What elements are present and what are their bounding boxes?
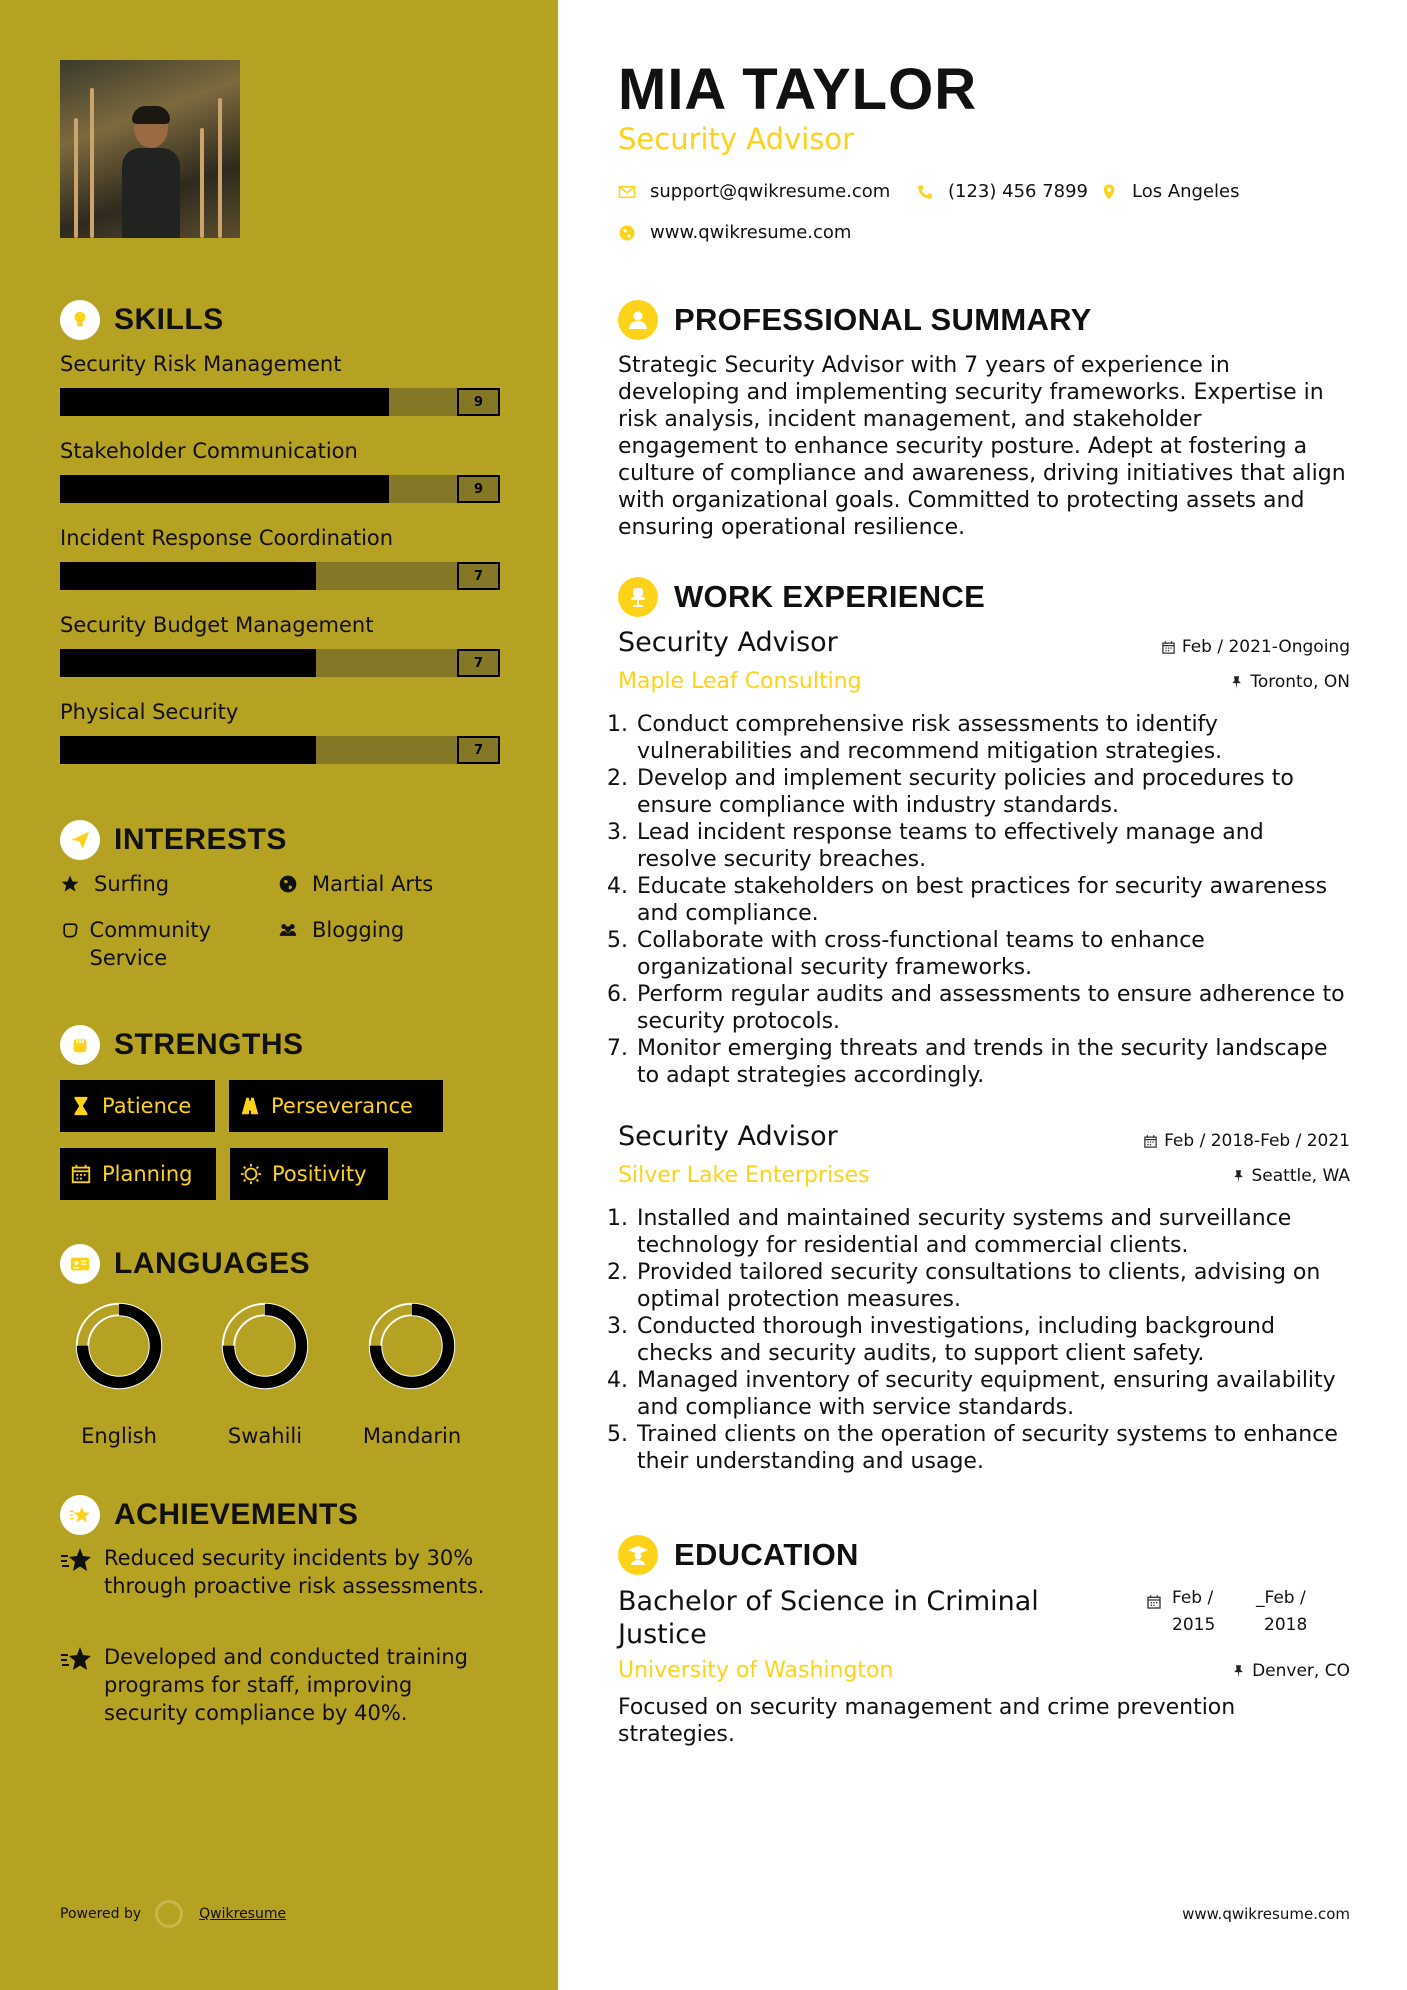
map-pin-icon	[1100, 183, 1118, 201]
skill-bar	[60, 649, 500, 677]
calendar-icon	[1161, 640, 1176, 655]
skill-score: 7	[457, 736, 500, 764]
qwikresume-logo-icon	[155, 1900, 183, 1928]
education-heading: EDUCATION	[618, 1535, 859, 1575]
strength-badge: Positivity	[230, 1148, 388, 1200]
calendar-icon	[1146, 1594, 1162, 1610]
education-start-date: Feb / 2015	[1172, 1588, 1216, 1635]
strength-badge: Perseverance	[229, 1080, 443, 1132]
powered-by: Powered by Qwikresume	[60, 1900, 286, 1928]
language-item: Swahili	[200, 1298, 330, 1448]
language-item: English	[54, 1298, 184, 1448]
skill-bar	[60, 388, 500, 416]
footer-url[interactable]: www.qwikresume.com	[1182, 1905, 1350, 1923]
shooting-star-icon	[60, 1643, 104, 1727]
pushpin-icon	[1229, 675, 1244, 690]
location-contact: Los Angeles	[1100, 181, 1240, 202]
achievements-heading: ACHIEVEMENTS	[60, 1495, 358, 1535]
job-location: Seattle, WA	[1231, 1166, 1351, 1186]
job-title: Security Advisor	[618, 1121, 838, 1152]
skill-bar-fill	[60, 475, 389, 503]
fist-icon	[60, 1025, 100, 1065]
interest-item: Surfing	[60, 870, 169, 898]
phone-contact: (123) 456 7899	[916, 181, 1088, 202]
email-contact[interactable]: support@qwikresume.com	[618, 181, 890, 202]
summary-heading: PROFESSIONAL SUMMARY	[618, 300, 1092, 340]
strength-badge: Planning	[60, 1148, 216, 1200]
list-item: 7. Monitor emerging threats and trends in the security landscape to adapt strategies accordingly.	[635, 1035, 1350, 1089]
list-item: 3. Conducted thorough investigations, including background checks and security audits, to support client safety.	[635, 1313, 1350, 1367]
language-ring	[217, 1298, 313, 1394]
interest-item: Martial Arts	[278, 870, 433, 898]
skill-item: Security Risk Management 9	[60, 352, 500, 416]
calendar-icon	[1143, 1134, 1158, 1149]
list-item: 6. Perform regular audits and assessments to ensure adherence to security protocols.	[635, 981, 1350, 1035]
calendar-icon	[70, 1163, 92, 1185]
skill-bar-fill	[60, 649, 316, 677]
list-item: 1. Installed and maintained security systems and surveillance technology for residential and commercial clients.	[635, 1205, 1350, 1259]
interest-item: Blogging	[278, 916, 404, 944]
hourglass-icon	[70, 1095, 92, 1117]
skill-score: 9	[457, 475, 500, 503]
road-icon	[239, 1095, 261, 1117]
education-location: Denver, CO	[1231, 1661, 1350, 1681]
list-item: 1. Conduct comprehensive risk assessments to identify vulnerabilities and recommend mitigation strategies.	[635, 711, 1350, 765]
skill-bar-fill	[60, 562, 316, 590]
pushpin-icon	[1231, 1169, 1246, 1184]
languages-heading: LANGUAGES	[60, 1244, 310, 1284]
users-icon	[278, 916, 304, 944]
sun-icon	[240, 1163, 262, 1185]
paper-plane-icon	[60, 820, 100, 860]
pushpin-icon	[1231, 1664, 1246, 1679]
list-item: 2. Provided tailored security consultations to clients, advising on optimal protection measures.	[635, 1259, 1350, 1313]
skill-bar	[60, 562, 500, 590]
skill-bar-fill	[60, 388, 389, 416]
globe-icon	[278, 870, 304, 898]
list-item: 4. Educate stakeholders on best practices for security awareness and compliance.	[635, 873, 1350, 927]
candidate-role: Security Advisor	[618, 122, 855, 156]
language-item: Mandarin	[347, 1298, 477, 1448]
sidebar	[0, 0, 558, 1990]
list-item: 4. Managed inventory of security equipment, ensuring availability and compliance with service standards.	[635, 1367, 1350, 1421]
list-item: 3. Lead incident response teams to effectively manage and resolve security breaches.	[635, 819, 1350, 873]
education-description: Focused on security management and crime prevention strategies.	[618, 1695, 1236, 1747]
summary-text: Strategic Security Advisor with 7 years of experience in developing and implementing security frameworks. Expertise in risk analysis, incident management, and stakeholder engagement to enhance security posture. Adept at fostering a culture of compliance and awareness, driving initiatives that align with organizational goals. Committed to protecting assets and ensuring operational resilience.	[618, 353, 1346, 540]
qwikresume-link[interactable]: Qwikresume	[199, 1906, 287, 1922]
skill-score: 7	[457, 562, 500, 590]
skill-score: 9	[457, 388, 500, 416]
candidate-name: MIA TAYLOR	[618, 57, 978, 122]
language-ring	[364, 1298, 460, 1394]
language-ring	[71, 1298, 167, 1394]
user-icon	[618, 300, 658, 340]
id-card-icon	[60, 1244, 100, 1284]
degree-title: Bachelor of Science in Criminal Justice	[618, 1586, 1039, 1650]
achievement-item: Reduced security incidents by 30% through proactive risk assessments.	[60, 1544, 500, 1600]
job-dates: Feb / 2018-Feb / 2021	[1143, 1131, 1350, 1151]
skill-bar	[60, 475, 500, 503]
skills-heading: SKILLS	[60, 300, 224, 340]
globe-icon	[618, 224, 636, 242]
graduate-icon	[618, 1535, 658, 1575]
phone-icon	[916, 183, 934, 201]
website-contact[interactable]: www.qwikresume.com	[618, 222, 851, 243]
lightbulb-icon	[60, 300, 100, 340]
shooting-star-icon	[60, 1544, 104, 1600]
job-dates: Feb / 2021-Ongoing	[1161, 637, 1350, 657]
company-name: Silver Lake Enterprises	[618, 1163, 870, 1188]
star-icon	[60, 870, 86, 898]
education-end-date: _Feb / 2018	[1256, 1588, 1308, 1635]
achievement-item: Developed and conducted training programs for staff, improving security compliance by 40%.	[60, 1643, 500, 1727]
skill-item: Stakeholder Communication 9	[60, 439, 500, 503]
job-duties	[610, 711, 1350, 1089]
shooting-star-icon	[60, 1495, 100, 1535]
company-name: Maple Leaf Consulting	[618, 669, 862, 694]
skill-item: Incident Response Coordination 7	[60, 526, 500, 590]
skill-item: Security Budget Management 7	[60, 613, 500, 677]
skill-item: Physical Security 7	[60, 700, 500, 764]
job-title: Security Advisor	[618, 627, 838, 658]
school-name: University of Washington	[618, 1658, 894, 1683]
skill-score: 7	[457, 649, 500, 677]
interests-heading: INTERESTS	[60, 820, 287, 860]
strengths-heading: STRENGTHS	[60, 1025, 304, 1065]
envelope-icon	[618, 183, 636, 201]
list-item: 5. Trained clients on the operation of security systems to enhance their understanding and usage.	[635, 1421, 1350, 1475]
skill-bar-fill	[60, 736, 316, 764]
profile-photo	[60, 60, 240, 238]
job-duties	[610, 1205, 1350, 1475]
list-item: 5. Collaborate with cross-functional teams to enhance organizational security frameworks.	[635, 927, 1350, 981]
experience-heading: WORK EXPERIENCE	[618, 577, 985, 617]
job-location: Toronto, ON	[1229, 672, 1350, 692]
list-item: 2. Develop and implement security policies and procedures to ensure compliance with industry standards.	[635, 765, 1350, 819]
strength-badge: Patience	[60, 1080, 215, 1132]
chair-icon	[618, 577, 658, 617]
skill-bar	[60, 736, 500, 764]
hand-icon	[60, 916, 82, 944]
interest-item: Community Service	[60, 916, 260, 972]
